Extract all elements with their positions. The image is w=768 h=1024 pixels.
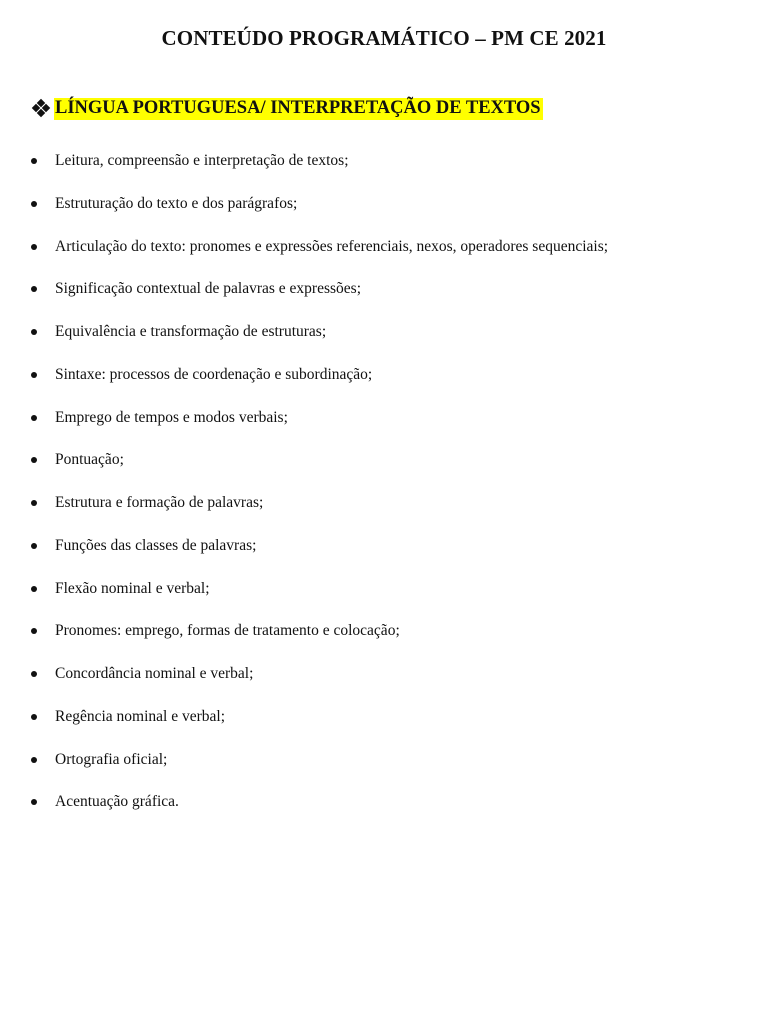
list-item-text: Pronomes: emprego, formas de tratamento e colocação; (55, 622, 400, 640)
list-item-text: Sintaxe: processos de coordenação e subordinação; (55, 365, 373, 383)
list-item-text: Articulação do texto: pronomes e expressões referenciais, nexos, operadores sequenciais; (55, 237, 609, 255)
bullet-icon (31, 500, 37, 506)
bullet-icon (31, 286, 37, 292)
bullet-icon (31, 372, 37, 378)
bullet-icon (31, 543, 37, 549)
bullet-icon (31, 329, 37, 335)
list-item-text: Emprego de tempos e modos verbais; (55, 408, 288, 426)
bullet-icon (31, 714, 37, 720)
section-heading (33, 98, 543, 120)
bullet-icon (31, 586, 37, 592)
page-title: CONTEÚDO PROGRAMÁTICO – PM CE 2021 (161, 26, 607, 50)
bullet-icon (31, 201, 37, 207)
section-heading-text: LÍNGUA PORTUGUESA/ INTERPRETAÇÃO DE TEXTOS (55, 98, 541, 118)
bullet-icon (31, 158, 37, 164)
diamond-cluster-icon (33, 100, 49, 116)
list-item-text: Significação contextual de palavras e expressões; (55, 280, 362, 298)
bullet-icon (31, 671, 37, 677)
list-item-text: Concordância nominal e verbal; (55, 665, 254, 682)
list-item-text: Funções das classes de palavras; (55, 536, 257, 554)
list-item-text: Leitura, compreensão e interpretação de textos; (55, 152, 349, 169)
bullet-icon (31, 799, 37, 805)
bullet-icon (31, 244, 37, 250)
bullet-icon (31, 757, 37, 763)
list-item-text: Estruturação do texto e dos parágrafos; (55, 194, 298, 212)
bullet-icon (31, 628, 37, 634)
list-item-text: Estrutura e formação de palavras; (55, 494, 264, 511)
list-item-text: Pontuação; (55, 451, 124, 469)
list-item-text: Acentuação gráfica. (55, 793, 179, 811)
list-item-text: Flexão nominal e verbal; (55, 579, 210, 597)
list-item-text: Equivalência e transformação de estruturas; (55, 323, 327, 340)
list-item-text: Regência nominal e verbal; (55, 707, 226, 725)
bullet-icon (31, 415, 37, 421)
list-item-text: Ortografia oficial; (55, 750, 168, 768)
bullet-icon (31, 457, 37, 463)
